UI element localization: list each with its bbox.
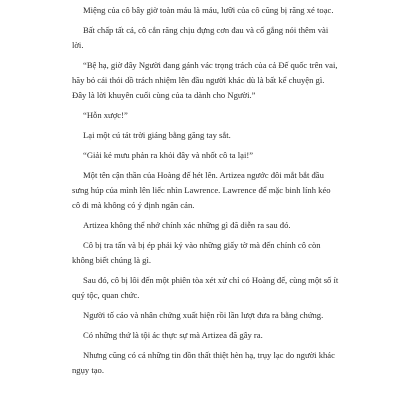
paragraph: Artizea không thể nhớ chính xác những gì đã diễn ra sau đó. — [83, 220, 291, 230]
page-body-text — [72, 3, 340, 383]
paragraph: “Hỗn xược!” — [83, 110, 128, 120]
paragraph: Một tên cận thần của Hoàng đế hét lên. Artizea ngước đôi mắt bắt đầu sưng húp của mình lên liếc nhìn Lawrence. Lawrence để mặc binh lính kéo cô đi mà không có ý định ngăn cản. — [72, 170, 331, 210]
paragraph: Lại một cú tát trời giáng bằng găng tay sắt. — [83, 130, 231, 140]
paragraph: Có những thứ là tội ác thực sự mà Artizea đã gây ra. — [83, 330, 263, 340]
paragraph: Cô bị tra tấn và bị ép phải ký vào những giấy tờ mà đến chính cô còn không biết chúng là gì. — [72, 240, 321, 265]
paragraph: Sau đó, cô bị lôi đến một phiên tòa xét xử chỉ có Hoàng đế, cùng một số ít quý tộc, quan chức. — [72, 275, 339, 300]
paragraph: Miệng của cô bây giờ toàn máu là máu, lưỡi của cô cũng bị răng xé toạc. — [83, 5, 334, 15]
paragraph: “Giải kẻ mưu phản ra khỏi đây và nhốt cô ta lại!” — [83, 150, 254, 160]
paragraph: Nhưng cũng có cả những tin đồn thất thiệt hèn hạ, trụy lạc do người khác ngụy tạo. — [72, 350, 335, 375]
paragraph: “Bệ hạ, giờ đây Người đang gánh vác trọng trách của cả Đế quốc trên vai, hãy bỏ cái thói dồ trách nhiệm lên đầu người khác dù là bất kể chuyện gì. Đây là lời khuyên cuối cùng của ta dành cho Người.” — [72, 60, 338, 100]
paragraph: Người tố cáo và nhân chứng xuất hiện rồi lần lượt đưa ra bằng chứng. — [83, 310, 324, 320]
paragraph: Bất chấp tất cả, cô cắn răng chịu đựng cơn đau và cố gắng nói thêm vài lời. — [72, 25, 329, 50]
